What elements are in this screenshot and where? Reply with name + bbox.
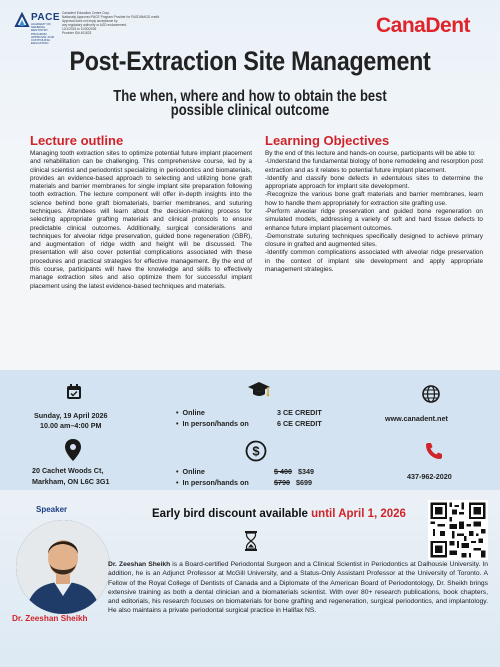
address-line1: 20 Cachet Woods Ct, <box>32 466 104 475</box>
bio-text: is a Board-certified Periodontal Surgeon and a Clinical Scientist in Periodontics at Dalhousie University. In addition, he is an Adjunct Professor at McGill University, and a Status-Only Assistant Professor at the University of Toronto. A Fellow of the Royal College of Dentists of Canada and a Diplomate of the American Board of Periodontology, Dr. Sheikh brings extensive training as both a dental clinician and a biomaterials scientist. With over 80+ research publications, book chapters, and editorials, his research focuses on biomaterials for bone grafting and regeneration, surgical periodontics, and implantology. He also maintains a private periodontal surgical practice in Halifax NS. <box>108 561 488 615</box>
qr-code[interactable] <box>428 500 488 560</box>
objectives-intro: By the end of this lecture and hands-on course, participants will be able to: <box>265 150 476 157</box>
price-online-new: $349 <box>298 467 314 476</box>
format-inperson-label: In person/hands on <box>182 419 249 428</box>
objectives-heading: Learning Objectives <box>265 133 390 148</box>
svg-text:$: $ <box>252 443 260 459</box>
pace-line: Provider ID# 401823 <box>62 31 92 35</box>
early-bird-banner <box>152 508 406 520</box>
pace-line: any regulatory authority or AGD endorsement. <box>62 23 128 27</box>
hourglass-icon <box>244 531 258 551</box>
calendar-icon <box>64 382 84 402</box>
price-inperson-row: • In person/hands on <box>176 478 249 487</box>
phone-number[interactable]: 437-962-2020 <box>407 472 452 481</box>
graduation-cap-icon <box>247 378 271 402</box>
speaker-name: Dr. Zeeshan Sheikh <box>12 614 88 623</box>
price-inperson-label: In person/hands on <box>182 478 249 487</box>
price-online <box>274 467 314 477</box>
address-line2: Markham, ON L6C 3G1 <box>32 477 110 486</box>
website-link[interactable]: www.canadent.net <box>385 414 448 423</box>
format-online-label: Online <box>182 408 205 417</box>
lecture-body <box>30 150 252 291</box>
price-online-row: • Online <box>176 467 205 476</box>
globe-icon <box>421 384 441 404</box>
format-inperson: • In person/hands on <box>176 419 249 428</box>
objective-item: -Recognize the various bone graft materials and barrier membranes, learn how to handle them appropriately for extraction site grafting use. <box>265 191 483 207</box>
price-online-old: $ 400 <box>274 467 292 476</box>
pace-approval-text <box>62 11 182 35</box>
location-pin-icon <box>62 438 84 462</box>
pace-mark-icon <box>14 12 30 28</box>
speaker-photo <box>16 520 110 614</box>
bio-name: Dr. Zeeshan Sheikh <box>108 561 171 568</box>
pace-logo <box>14 10 61 46</box>
speaker-label: Speaker <box>36 505 68 514</box>
phone-icon <box>424 441 444 461</box>
event-time: 10.00 am–4:00 PM <box>40 421 102 430</box>
brand-part2: Dent <box>425 14 471 37</box>
canadent-logo <box>376 14 486 40</box>
early-bird-deadline: until April 1, 2026 <box>311 508 406 520</box>
objective-item: -Demonstrate suturing techniques specifically designed to achieve primary closure in grafted and augmented sites. <box>265 232 483 249</box>
pace-wordmark: PACE <box>31 12 61 23</box>
credit-inperson: 6 CE CREDIT <box>277 419 322 428</box>
pace-line: Nationally Approved PACE Program Provider for FAGD/MAGD credit. <box>62 15 160 19</box>
objective-item: -Perform alveolar ridge preservation and guided bone regeneration on simulated models, addressing a variety of soft and hard tissue defects to enhance future implant placement outcomes. <box>265 207 483 232</box>
page-subtitle: The when, where and how to obtain the best possible clinical outcome <box>113 88 387 119</box>
lecture-text: Managing tooth extraction sites to optimize potential future implant placement and rehabilitation can be challenging. This comprehensive course, led by a clinical scientist and periodontist specializing in periodontics and biomaterials, provides an evidence-based approach to selecting and utilizing bone graft materials and barrier membranes for single implant site preparation following tooth extraction. The lecture component will offer in-depth insights into the science behind bone graft biomaterials, barrier membranes, and suturing techniques. Attendees will learn about the decision-making process for selecting appropriate grafting materials and clinical protocols to ensure predictable clinical outcomes. Additionally, surgical considerations and techniques for alveolar ridge preservation, guided bone regeneration (GBR), and augmentation of ridge width and height will be discussed. The presentation will also cover potential complications associated with these procedures and practical strategies for effective management. By the end of this course, participants will have the knowledge and skills to effectively manage extraction sites and also optimize them for successful implant placement using the latest evidence-based techniques and materials. <box>30 150 252 290</box>
pace-line: 12/1/2023 to 11/30/2026 <box>62 27 97 31</box>
lecture-heading: Lecture outline <box>30 133 124 148</box>
pace-line: Canadent Education Centre Corp. <box>62 11 111 15</box>
speaker-bio <box>108 560 488 616</box>
speaker-portrait <box>16 520 110 614</box>
brand-part1: Cana <box>376 14 426 37</box>
pace-line: Approval does not imply acceptance by <box>62 19 118 23</box>
event-date: Sunday, 19 April 2026 <box>34 411 108 420</box>
pace-subtext: ACADEMY OF GENERAL DENTISTRY PROGRAM APPROVAL FOR CONTINUING EDUCATION <box>31 22 55 46</box>
dollar-icon <box>245 440 267 462</box>
credit-online: 3 CE CREDIT <box>277 408 322 417</box>
price-inperson-old: $790 <box>274 478 290 487</box>
price-inperson <box>274 478 312 488</box>
price-online-label: Online <box>182 467 205 476</box>
objectives-body <box>265 150 483 274</box>
objective-item: -Identify common complications associated with alveolar ridge preservation in the context of implant site development and apply appropriate management strategies. <box>265 249 483 273</box>
page-title: Post-Extraction Site Management <box>69 46 431 76</box>
objective-item: -Identify and classify bone defects in edentulous sites to determine the appropriate approach for implant site development. <box>265 174 483 191</box>
early-bird-text: Early bird discount available <box>152 508 308 520</box>
objective-item: -Understand the fundamental biology of bone remodeling and resorption post extraction and as it relates to potential future implant placement. <box>265 158 483 174</box>
format-online: • Online <box>176 408 205 417</box>
price-inperson-new: $699 <box>296 478 312 487</box>
